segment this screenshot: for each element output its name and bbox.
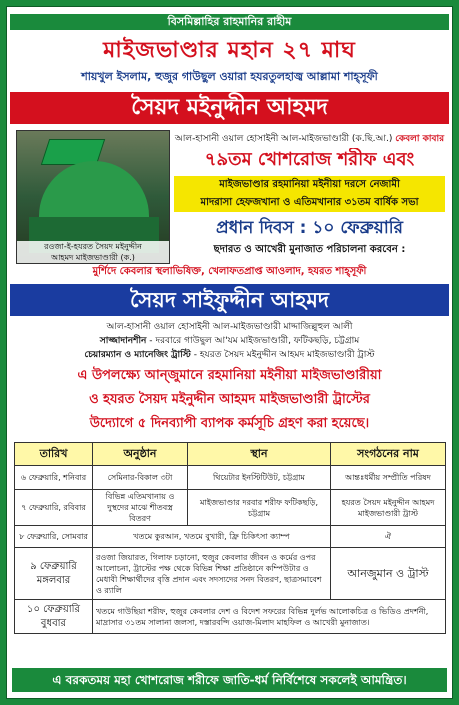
table-row (15, 466, 446, 490)
row-org: আনজুমান ও ট্রাস্ট (331, 548, 446, 600)
row-date: ৯ ফেব্রুয়ারি মঙ্গলবার (15, 548, 93, 600)
lineage-text: আল-হাসানী ওয়াল হোসাইনী আল-মাইজভাণ্ডারী (ক.ছি.আ.) (174, 134, 393, 144)
table-header-row (15, 443, 446, 466)
successor-line3-bold: চেয়ারম্যান ও ম্যানেজিং ট্রাস্টি (84, 350, 191, 360)
row-date: ৬ ফেব্রুয়ারি, শনিবার (15, 466, 93, 490)
row-place: থিয়েটার ইনস্টিটিউট, চট্টগ্রাম (188, 466, 331, 490)
successor-name-banner: সৈয়দ সাইফুদ্দীন আহমদ (10, 284, 449, 316)
successor-line2-bold: সাজ্জাদানশীন (99, 336, 147, 346)
successor-line2 (10, 334, 449, 348)
table-row (15, 490, 446, 526)
table-row (15, 600, 446, 634)
row-place: মাইজভাণ্ডার দরবার শরীফ ফটিকছড়ি, চট্টগ্রাম (188, 490, 331, 526)
anniversary-heading: ৭৯তম খোশরোজ শরীফ এবং (204, 149, 415, 170)
lineage-highlight: কেবলা কাবার (395, 134, 445, 144)
row-program: সেমিনার-বিকাল ৩টা (93, 466, 188, 490)
row-program: খতমে কুরআন, খতমে বুখারী, ফ্রি চিকিৎসা ক্যাম্প (93, 526, 331, 548)
photo-caption-line2: আহমদ মাইজভাণ্ডারী (ক.) (51, 253, 135, 262)
bismillah-banner: বিসমিল্লাহির রাহমানির রাহীম (10, 14, 449, 30)
row-org: ঐ (331, 526, 446, 548)
announcement-line2: ও হযরত সৈয়দ মইনুদ্দীন আহমদ মাইজভাণ্ডারী ট্রাস্টের (89, 392, 370, 407)
murshid-line: মুর্শিদে কেবলার স্থলাভিষিক্ত, খেলাফতপ্রাপ্ত আওলাদ, হযরত শাহ্সূফী (92, 266, 367, 277)
row-program: রওজা জিয়ারত, গিলাফ চড়ানো, হুজুর কেবলার জীবন ও কর্মের ওপর আলোচনা, ট্রাস্টের পক্ষ থেকে বিভিন্ন শিক্ষা প্রতিষ্ঠানে কম্পিউটার ও মেধাবী শিক্ষার্থীদের বৃত্তি প্রদান এবং সদস্যদের সনদ বিতরণ, ছাত্রসমাবেশ ও র‍্যালি (93, 548, 331, 600)
row-date: ১০ ফেব্রুয়ারি বুধবার (15, 600, 93, 634)
dome-shape (39, 161, 149, 221)
row-date: ৭ ফেব্রুয়ারি, রবিবার (15, 490, 93, 526)
table-row (15, 526, 446, 548)
shrine-photo (16, 130, 170, 264)
header-date: তারিখ (15, 443, 93, 466)
poster-subtitle: শায়খুল ইসলাম, হুজুর গাউছুল ওয়ারা হযরতুলহাজ্ব আল্লামা শাহ্সূফী (81, 70, 378, 83)
header-org: সংগঠনের নাম (331, 443, 446, 466)
madrasa-line2: মাদরাসা হেফজখানা ও এতিমখানার ৩১তম বার্ষিক সভা (200, 197, 419, 208)
munajat-line: ছদারত ও আখেরী মুনাজাত পরিচালনা করবেন : (213, 244, 406, 255)
successor-line1: আল-হাসানী ওয়াল হোসাইনী আল-মাইজভাণ্ডারী মাদ্দাজিল্লুহুল আলী (106, 322, 353, 332)
footer-banner: এ বরকতময় মহা খোশরোজ শরীফে জাতি-ধর্ম নির্বিশেষে সকলেই আমন্ত্রিত। (12, 668, 447, 692)
row-org: আন্তঃধর্মীয় সম্প্রীতি পরিষদ (331, 466, 446, 490)
lineage-line (174, 132, 445, 146)
photo-caption-line1: রওজা-ই-হযরত সৈয়দ মইনুদ্দীন (44, 242, 142, 251)
row-org: হযরত সৈয়দ মইনুদ্দীন আহমদ মাইজভাণ্ডারী ট্রাস্ট (331, 490, 446, 526)
poster-title: মাইজভাণ্ডার মহান ২৭ মাঘ (10, 36, 449, 66)
announcement-line1: এ উপলক্ষ্যে আন্‌জুমানে রহমানিয়া মইনীয়া মাইজভাণ্ডারীয়া (77, 368, 382, 383)
successor-line3-text: - হযরত সৈয়দ মইনুদ্দীন আহমদ মাইজভাণ্ডারী ট্রাস্ট (190, 350, 375, 360)
schedule-table (14, 442, 446, 634)
table-row (15, 548, 446, 600)
row-date: ৮ ফেব্রুয়ারি, সোমবার (15, 526, 93, 548)
successor-line2-text: - দরবারে গাউছুল আ'যম মাইজভাণ্ডারী, ফটিকছড়ি, চট্টগ্রাম (146, 336, 360, 346)
successor-line3 (10, 348, 449, 362)
row-program: বিভিন্ন এতিমখানায় ও দুস্থদের মাঝে শীতবস্ত্র বিতরণ (93, 490, 188, 526)
photo-caption (17, 241, 169, 263)
announcement-line3: উদ্যোগে ৫ দিনব্যাপী ব্যাপক কর্মসূচি গ্রহণ করা হয়েছে। (89, 416, 370, 431)
header-place: স্থান (188, 443, 331, 466)
madrasa-line1: মাইজভাণ্ডার রহমানিয়া মইনীয়া দরসে নেজামী (219, 179, 400, 190)
row-program: খতমে গাউছিয়া শরীফ, হুজুর কেবলার দেশ ও বিদেশ সফরের বিভিন্ন দুর্লভ আলোকচিত্র ও ভিডিও প্রদর্শনী, মাদ্রাসার ৩১তম সালানা জলসা, দস্তারবন্দি ওয়াজ-মিলাদ মাহফিল ও আখেরী মুনাজাত। (93, 600, 446, 634)
header-program: অনুষ্ঠান (93, 443, 188, 466)
saint-name-banner: সৈয়দ মইনুদ্দীন আহমদ (10, 92, 449, 124)
main-day: প্রধান দিবস : ১০ ফেব্রুয়ারি (216, 218, 403, 238)
madrasa-info (174, 176, 445, 212)
announcement (12, 364, 447, 436)
